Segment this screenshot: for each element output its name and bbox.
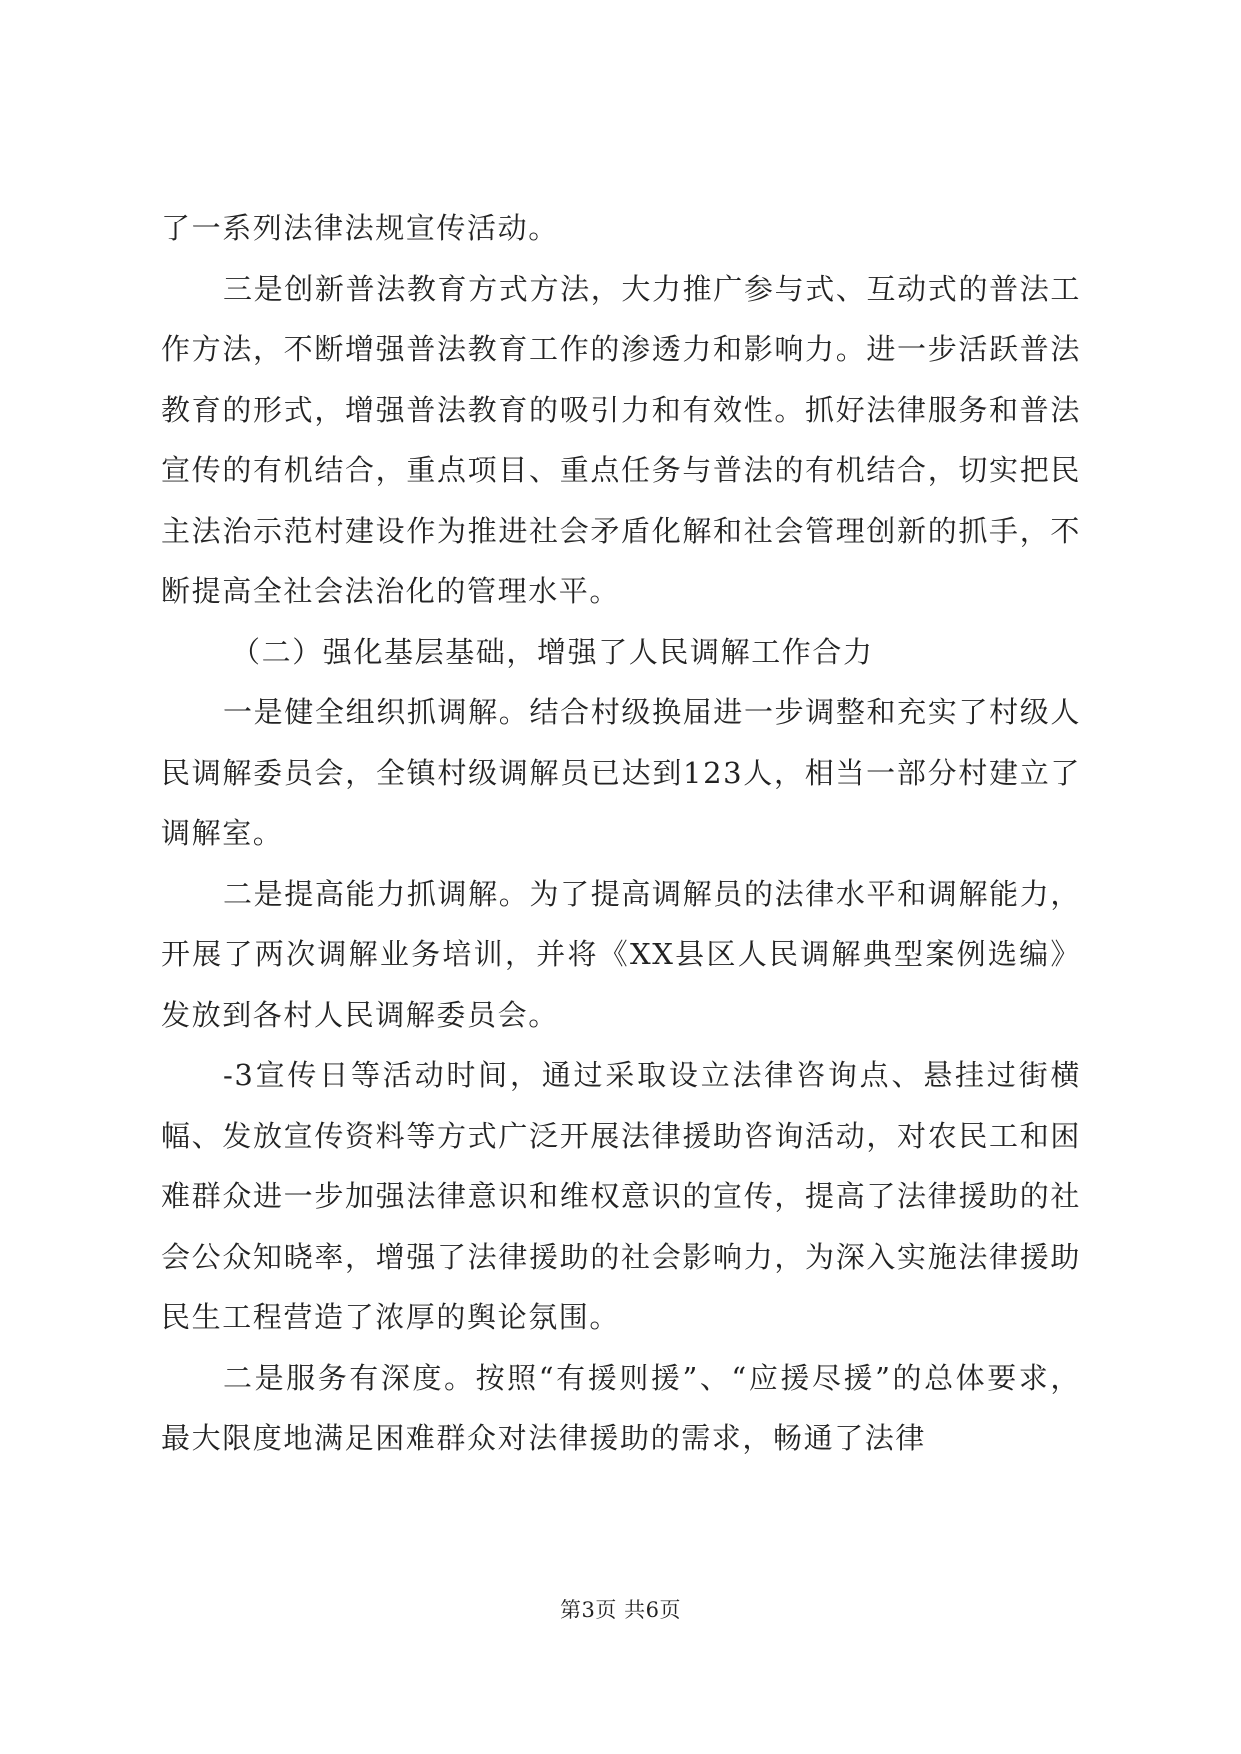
section-heading: （二）强化基层基础，增强了人民调解工作合力 [231, 634, 874, 669]
paragraph-continuation: 了一系列法律法规宣传活动。 [161, 211, 559, 245]
page-footer: 第3页 共6页 [560, 1598, 681, 1622]
document-body [161, 198, 1081, 1469]
paragraph-organization: 一是健全组织抓调解。结合村级换届进一步调整和充实了村级人民调解委员会，全镇村级调解员已达到123人，相当一部分村建立了调解室。 [161, 695, 1081, 850]
paragraph-publicity: -3宣传日等活动时间，通过采取设立法律咨询点、悬挂过街横幅、发放宣传资料等方式广泛开展法律援助咨询活动，对农民工和困难群众进一步加强法律意识和维权意识的宣传，提高了法律援助的社会公众知晓率，增强了法律援助的社会影响力，为深入实施法律援助民生工程营造了浓厚的舆论氛围。 [161, 1058, 1081, 1334]
paragraph-innovation-methods: 三是创新普法教育方式方法，大力推广参与式、互动式的普法工作方法，不断增强普法教育工作的渗透力和影响力。进一步活跃普法教育的形式，增强普法教育的吸引力和有效性。抓好法律服务和普法宣传的有机结合，重点项目、重点任务与普法的有机结合，切实把民主法治示范村建设作为推进社会矛盾化解和社会管理创新的抓手，不断提高全社会法治化的管理水平。 [161, 271, 1081, 608]
paragraph-capacity: 二是提高能力抓调解。为了提高调解员的法律水平和调解能力，开展了两次调解业务培训，并将《XX县区人民调解典型案例选编》发放到各村人民调解委员会。 [161, 876, 1081, 1032]
paragraph-service-depth: 二是服务有深度。按照“有援则援”、“应援尽援”的总体要求，最大限度地满足困难群众对法律援助的需求，畅通了法律 [161, 1360, 1081, 1455]
